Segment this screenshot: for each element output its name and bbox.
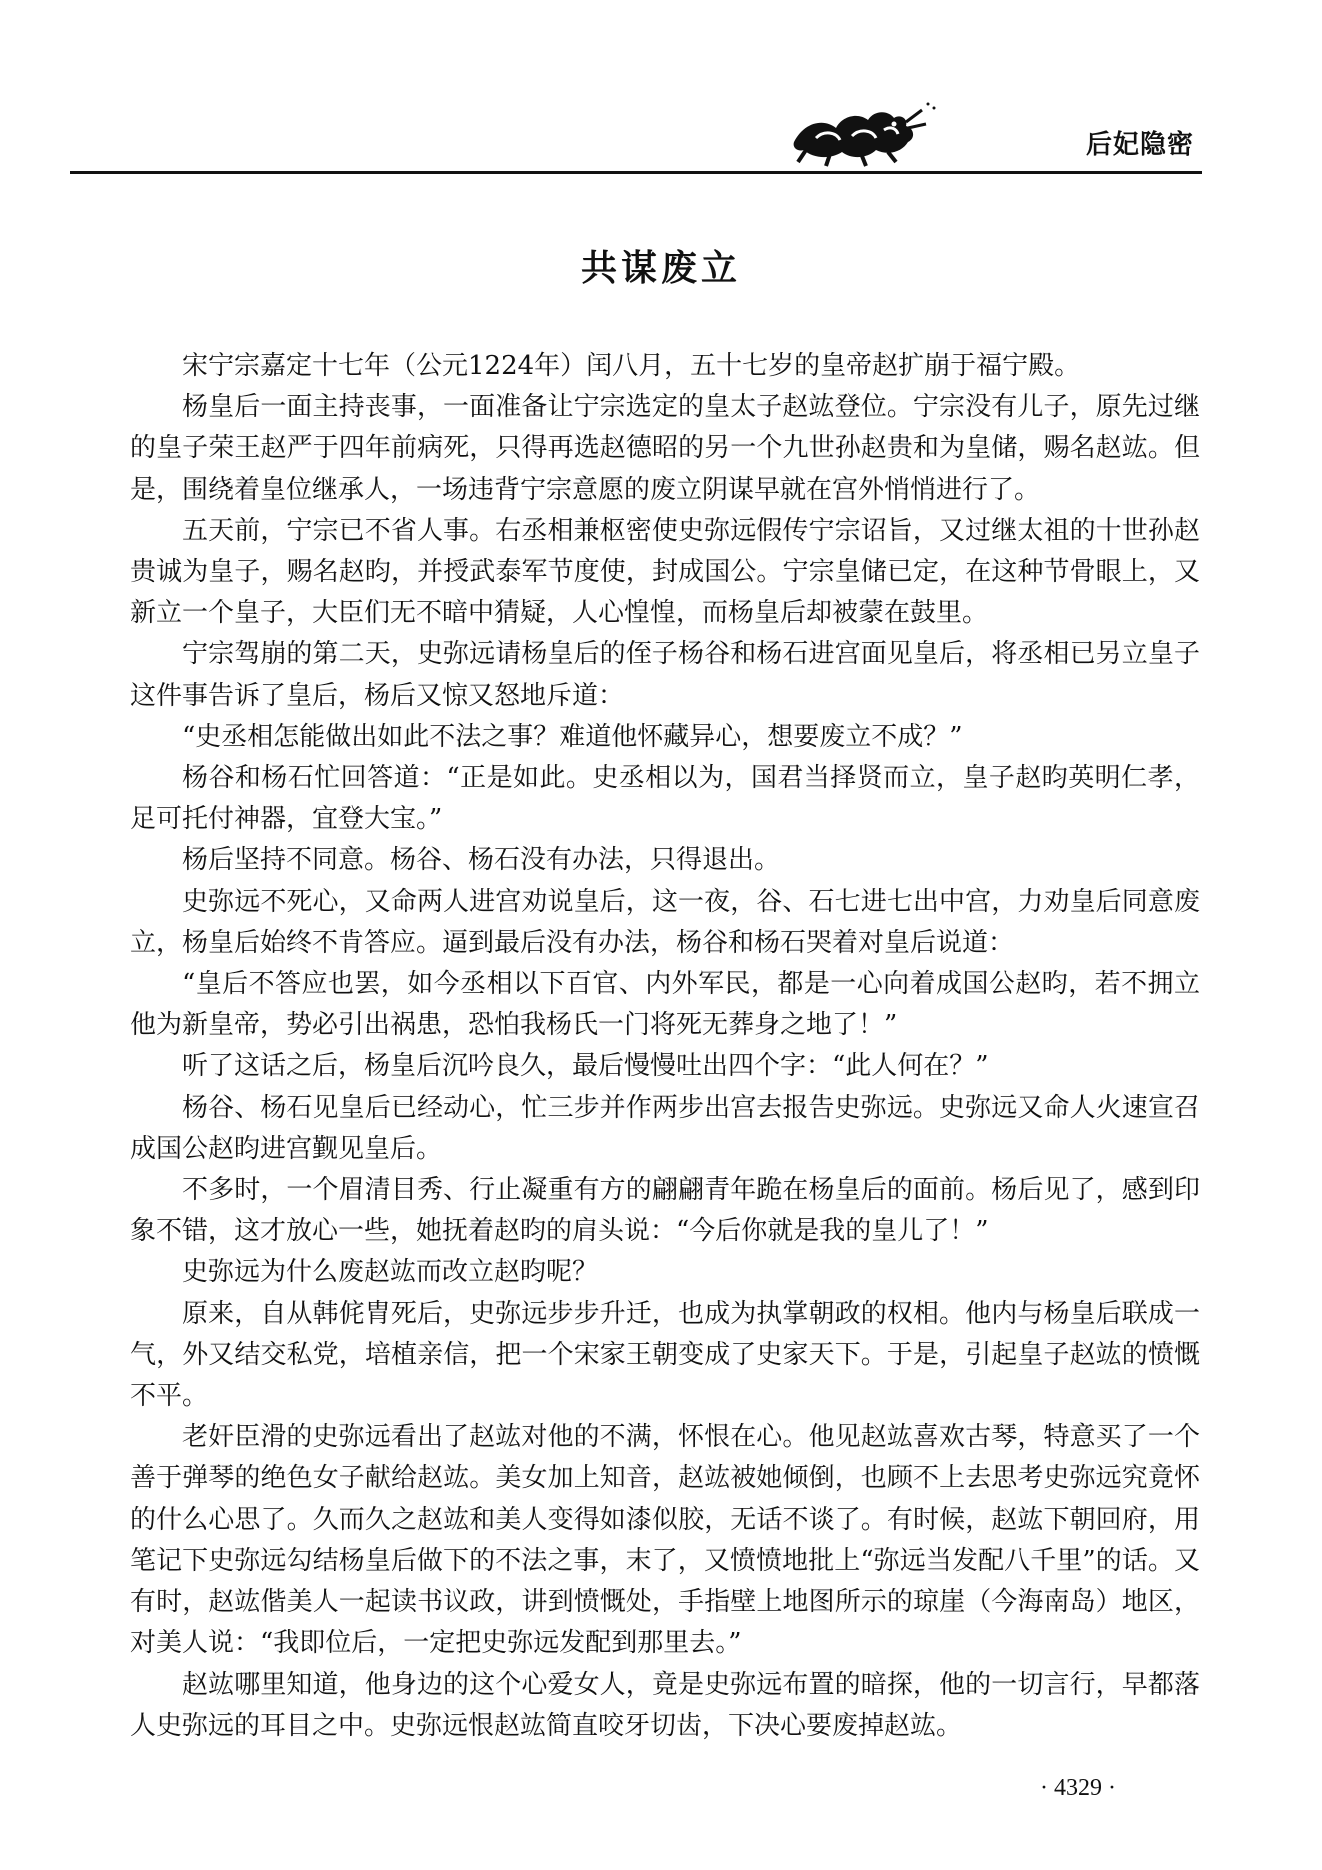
paragraph: 史弥远不死心，又命两人进宫劝说皇后，这一夜，谷、石七进七出中宫，力劝皇后同意废立，杨皇后始终不肯答应。逼到最后没有办法，杨谷和杨石哭着对皇后说道： — [130, 886, 1200, 958]
article-body — [130, 346, 1200, 1747]
article-title: 共谋废立 — [580, 248, 741, 289]
paragraph: 原来，自从韩侂胄死后，史弥远步步升迁，也成为执掌朝政的权相。他内与杨皇后联成一气，外又结交私党，培植亲信，把一个宋家王朝变成了史家天下。于是，引起皇子赵竑的愤慨不平。 — [130, 1298, 1200, 1412]
paragraph: “史丞相怎能做出如此不法之事？难道他怀藏异心，想要废立不成？” — [182, 721, 963, 752]
paragraph: 赵竑哪里知道，他身边的这个心爱女人，竟是史弥远布置的暗探，他的一切言行，早都落人史弥远的耳目之中。史弥远恨赵竑简直咬牙切齿，下决心要废掉赵竑。 — [130, 1669, 1200, 1741]
paragraph: 杨后坚持不同意。杨谷、杨石没有办法，只得退出。 — [182, 845, 781, 876]
paragraph: 杨皇后一面主持丧事，一面准备让宁宗选定的皇太子赵竑登位。宁宗没有儿子，原先过继的皇子荣王赵严于四年前病死，只得再选赵德昭的另一个九世孙赵贵和为皇储，赐名赵竑。但是，围绕着皇位继承人，一场违背宁宗意愿的废立阴谋早就在宫外悄悄进行了。 — [130, 392, 1200, 505]
paragraph: 听了这话之后，杨皇后沉吟良久，最后慢慢吐出四个字：“此人何在？” — [182, 1051, 989, 1082]
page-number: · 4329 · — [1040, 1775, 1116, 1801]
paragraph: 史弥远为什么废赵竑而改立赵昀呢？ — [182, 1257, 599, 1288]
paragraph: 五天前，宁宗已不省人事。右丞相兼枢密使史弥远假传宁宗诏旨，又过继太祖的十世孙赵贵诚为皇子，赐名赵昀，并授武泰军节度使，封成国公。宁宗皇储已定，在这种节骨眼上，又新立一个皇子，大臣们无不暗中猜疑，人心惶惶，而杨皇后却被蒙在鼓里。 — [130, 515, 1200, 629]
paragraph: 杨谷、杨石见皇后已经动心，忙三步并作两步出宫去报告史弥远。史弥远又命人火速宣召成国公赵昀进宫觐见皇后。 — [130, 1092, 1200, 1164]
paragraph: 老奸臣滑的史弥远看出了赵竑对他的不满，怀恨在心。他见赵竑喜欢古琴，特意买了一个善于弹琴的绝色女子献给赵竑。美女加上知音，赵竑被她倾倒，也顾不上去思考史弥远究竟怀的什么心思了。久而久之赵竑和美人变得如漆似胶，无话不谈了。有时候，赵竑下朝回府，用笔记下史弥远勾结杨皇后做下的不法之事，末了，又愤愤地批上“弥远当发配八千里”的话。又有时，赵竑偕美人一起读书议政，讲到愤慨处，手指壁上地图所示的琼崖（今海南岛）地区，对美人说：“我即位后，一定把史弥远发配到那里去。” — [130, 1422, 1200, 1659]
paragraph: 宋宁宗嘉定十七年（公元1224年）闰八月，五十七岁的皇帝赵扩崩于福宁殿。 — [182, 351, 1081, 381]
paragraph: 宁宗驾崩的第二天，史弥远请杨皇后的侄子杨谷和杨石进宫面见皇后，将丞相已另立皇子这件事告诉了皇后，杨后又惊又怒地斥道： — [130, 639, 1200, 711]
header-divider — [70, 171, 1202, 174]
paragraph: 杨谷和杨石忙回答道：“正是如此。史丞相以为，国君当择贤而立，皇子赵昀英明仁孝，足可托付神器，宜登大宝。” — [130, 763, 1200, 835]
dragon-emblem-icon — [776, 100, 936, 170]
running-header — [70, 100, 1202, 176]
section-title: 后妃隐密 — [1085, 130, 1194, 160]
paragraph: “皇后不答应也罢，如今丞相以下百官、内外军民，都是一心向着成国公赵昀，若不拥立他为新皇帝，势必引出祸患，恐怕我杨氏一门将死无葬身之地了！” — [130, 969, 1200, 1041]
paragraph: 不多时，一个眉清目秀、行止凝重有方的翩翩青年跪在杨皇后的面前。杨后见了，感到印象不错，这才放心一些，她抚着赵昀的肩头说：“今后你就是我的皇儿了！” — [130, 1175, 1200, 1247]
